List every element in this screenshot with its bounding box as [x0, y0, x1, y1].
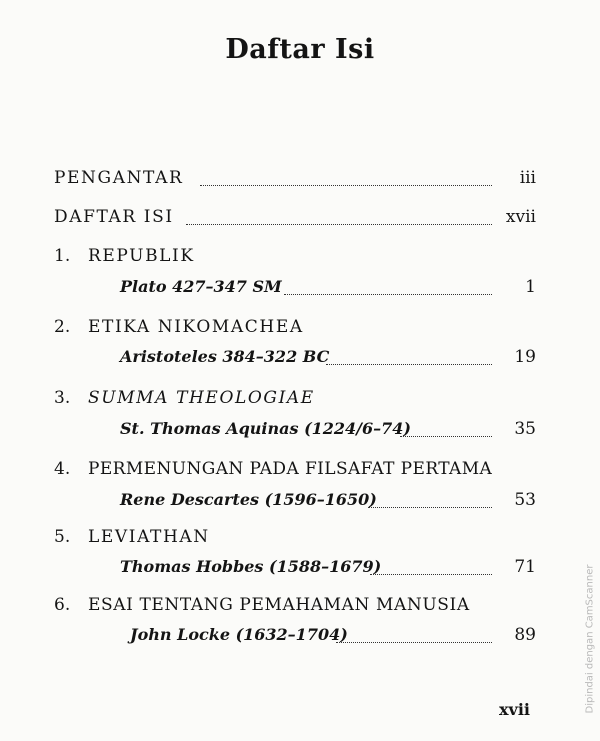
dot-leader	[370, 572, 492, 575]
toc-chapter-2-author[interactable]	[0, 344, 600, 372]
chapter-author: Rene Descartes (1596–1650)	[120, 490, 377, 509]
toc-chapter-1-author[interactable]	[0, 274, 600, 302]
toc-page-number: 53	[514, 490, 536, 510]
toc-chapter-6-heading[interactable]	[0, 592, 600, 620]
chapter-number: 3.	[54, 388, 71, 408]
chapter-author: St. Thomas Aquinas (1224/6–74)	[120, 419, 411, 438]
chapter-number: 4.	[54, 459, 71, 479]
dot-leader	[400, 434, 492, 437]
toc-chapter-2-heading[interactable]	[0, 314, 600, 342]
chapter-title: SUMMA THEOLOGIAE	[88, 388, 315, 408]
chapter-title: ESAI TENTANG PEMAHAMAN MANUSIA	[88, 595, 470, 615]
toc-entry-label: PENGANTAR	[54, 168, 184, 188]
toc-chapter-6-author[interactable]	[0, 622, 600, 650]
toc-page-number: iii	[519, 168, 536, 188]
toc-entry-pengantar[interactable]	[0, 165, 600, 193]
chapter-number: 2.	[54, 317, 71, 337]
dot-leader	[368, 505, 492, 508]
toc-page-number: xvii	[505, 207, 536, 227]
toc-page-number: 71	[514, 557, 536, 577]
chapter-author: Plato 427–347 SM	[120, 277, 282, 296]
toc-page-number: 1	[525, 277, 536, 297]
chapter-author: John Locke (1632–1704)	[130, 625, 348, 644]
dot-leader	[284, 292, 492, 295]
toc-chapter-4-heading[interactable]	[0, 456, 600, 484]
chapter-number: 5.	[54, 527, 71, 547]
toc-chapter-4-author[interactable]	[0, 487, 600, 515]
chapter-title: PERMENUNGAN PADA FILSAFAT PERTAMA	[88, 459, 493, 479]
toc-chapter-1-heading[interactable]	[0, 243, 600, 271]
page-title: Daftar Isi	[225, 34, 375, 65]
toc-entry-label: DAFTAR ISI	[54, 207, 174, 227]
toc-page-number: 35	[514, 419, 536, 439]
chapter-title: LEVIATHAN	[88, 527, 210, 547]
toc-chapter-5-heading[interactable]	[0, 524, 600, 552]
dot-leader	[186, 222, 492, 225]
chapter-number: 6.	[54, 595, 71, 615]
dot-leader	[326, 362, 492, 365]
watermark-text: Dipindai dengan CamScanner	[584, 564, 596, 714]
dot-leader	[336, 640, 492, 643]
dot-leader	[200, 183, 492, 186]
chapter-title: REPUBLIK	[88, 246, 195, 266]
toc-chapter-3-author[interactable]	[0, 416, 600, 444]
page-folio: xvii	[499, 700, 530, 719]
chapter-author: Aristoteles 384–322 BC	[120, 347, 330, 366]
toc-page-number: 89	[514, 625, 536, 645]
chapter-author: Thomas Hobbes (1588–1679)	[120, 557, 382, 576]
toc-chapter-3-heading[interactable]	[0, 385, 600, 413]
chapter-title: ETIKA NIKOMACHEA	[88, 317, 304, 337]
toc-page-number: 19	[514, 347, 536, 367]
toc-entry-daftar-isi[interactable]	[0, 204, 600, 232]
scanner-watermark	[578, 564, 598, 730]
chapter-number: 1.	[54, 246, 71, 266]
toc-chapter-5-author[interactable]	[0, 554, 600, 582]
